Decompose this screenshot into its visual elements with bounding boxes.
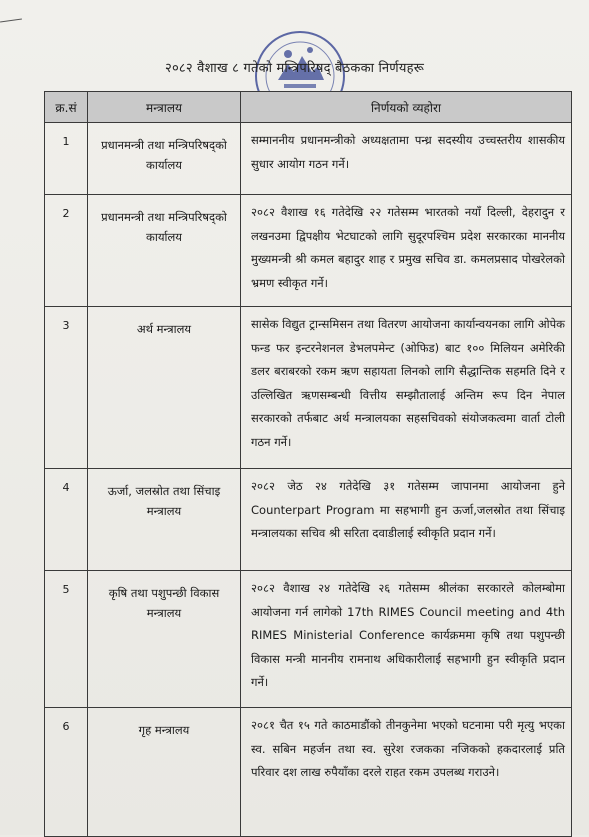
- row-serial: 6: [45, 708, 88, 837]
- row-decision: २०८२ वैशाख १६ गतेदेखि २२ गतेसम्म भारतको नयाँ दिल्ली, देहरादुन र लखनउमा द्विपक्षीय भेटघाटको लागि सुदूरपश्चिम प्रदेश सरकारका माननीय मुख्यमन्त्री श्री कमल बहादुर शाह र प्रमुख सचिव डा. कमलप्रसाद पोखरेलको भ्रमण स्वीकृत गर्ने।: [241, 195, 572, 307]
- row-serial: 4: [45, 469, 88, 571]
- table-row: [45, 708, 572, 837]
- table-row: [45, 571, 572, 708]
- table-row: [45, 469, 572, 571]
- table-row: [45, 307, 572, 469]
- row-serial: 2: [45, 195, 88, 307]
- row-ministry: प्रधानमन्त्री तथा मन्त्रिपरिषद्‌को कार्यालय: [88, 123, 241, 195]
- row-ministry: प्रधानमन्त्री तथा मन्त्रिपरिषद्‌को कार्यालय: [88, 195, 241, 307]
- header-serial: क्र.सं: [45, 92, 88, 123]
- row-serial: 5: [45, 571, 88, 708]
- header-decision: निर्णयको व्यहोरा: [241, 92, 572, 123]
- row-decision: सम्माननीय प्रधानमन्त्रीको अध्यक्षतामा पन्ध्र सदस्यीय उच्चस्तरीय शासकीय सुधार आयोग गठन गर्ने।: [241, 123, 572, 195]
- table-row: [45, 195, 572, 307]
- scan-mark: [0, 18, 22, 22]
- row-ministry: ऊर्जा, जलस्रोत तथा सिंचाइ मन्त्रालय: [88, 469, 241, 571]
- header-ministry: मन्त्रालय: [88, 92, 241, 123]
- row-decision: २०८२ जेठ २४ गतेदेखि ३१ गतेसम्म जापानमा आयोजना हुने Counterpart Program मा सहभागी हुन ऊर्जा,जलस्रोत तथा सिंचाइ मन्त्रालयका सचिव श्री सरिता दवाडीलाई स्वीकृति प्रदान गर्ने।: [241, 469, 572, 571]
- row-serial: 3: [45, 307, 88, 469]
- table-row: [45, 123, 572, 195]
- row-ministry: गृह मन्त्रालय: [88, 708, 241, 837]
- row-ministry: कृषि तथा पशुपन्छी विकास मन्त्रालय: [88, 571, 241, 708]
- row-decision: २०८२ वैशाख २४ गतेदेखि २६ गतेसम्म श्रीलंका सरकारले कोलम्बोमा आयोजना गर्न लागेको 17th RIMES Council meeting and 4th RIMES Ministerial Conference कार्यक्रममा कृषि तथा पशुपन्छी विकास मन्त्री माननीय रामनाथ अधिकारीलाई सहभागी हुन स्वीकृति प्रदान गर्ने।: [241, 571, 572, 708]
- row-decision: २०८१ चैत १५ गते काठमाडौंको तीनकुनेमा भएको घटनामा परी मृत्यु भएका स्व. सबिन महर्जन तथा स्व. सुरेश रजकका नजिकको हकदारलाई प्रति परिवार दश लाख रुपैयाँका दरले राहत रकम उपलब्ध गराउने।: [241, 708, 572, 837]
- row-ministry: अर्थ मन्त्रालय: [88, 307, 241, 469]
- document-title: २०८२ वैशाख ८ गतेको मन्त्रिपरिषद् बैठकका निर्णयहरू: [164, 61, 424, 76]
- table-header-row: [45, 92, 572, 123]
- decisions-table: [44, 91, 572, 837]
- row-serial: 1: [45, 123, 88, 195]
- row-decision: सासेक विद्युत ट्रान्समिसन तथा वितरण आयोजना कार्यान्वयनका लागि ओपेक फन्ड फर इन्टरनेशनल डेभलपमेन्ट (ओफिड) बाट १०० मिलियन अमेरिकी डलर बराबरको रकम ऋण सहायता लिनको लागि सैद्धान्तिक सहमति दिने र उल्लिखित ऋणसम्बन्धी वित्तीय सम्झौतालाई अन्तिम रूप दिन नेपाल सरकारको तर्फबाट अर्थ मन्त्रालयका सहसचिवको संयोजकत्वमा वार्ता टोली गठन गर्ने।: [241, 307, 572, 469]
